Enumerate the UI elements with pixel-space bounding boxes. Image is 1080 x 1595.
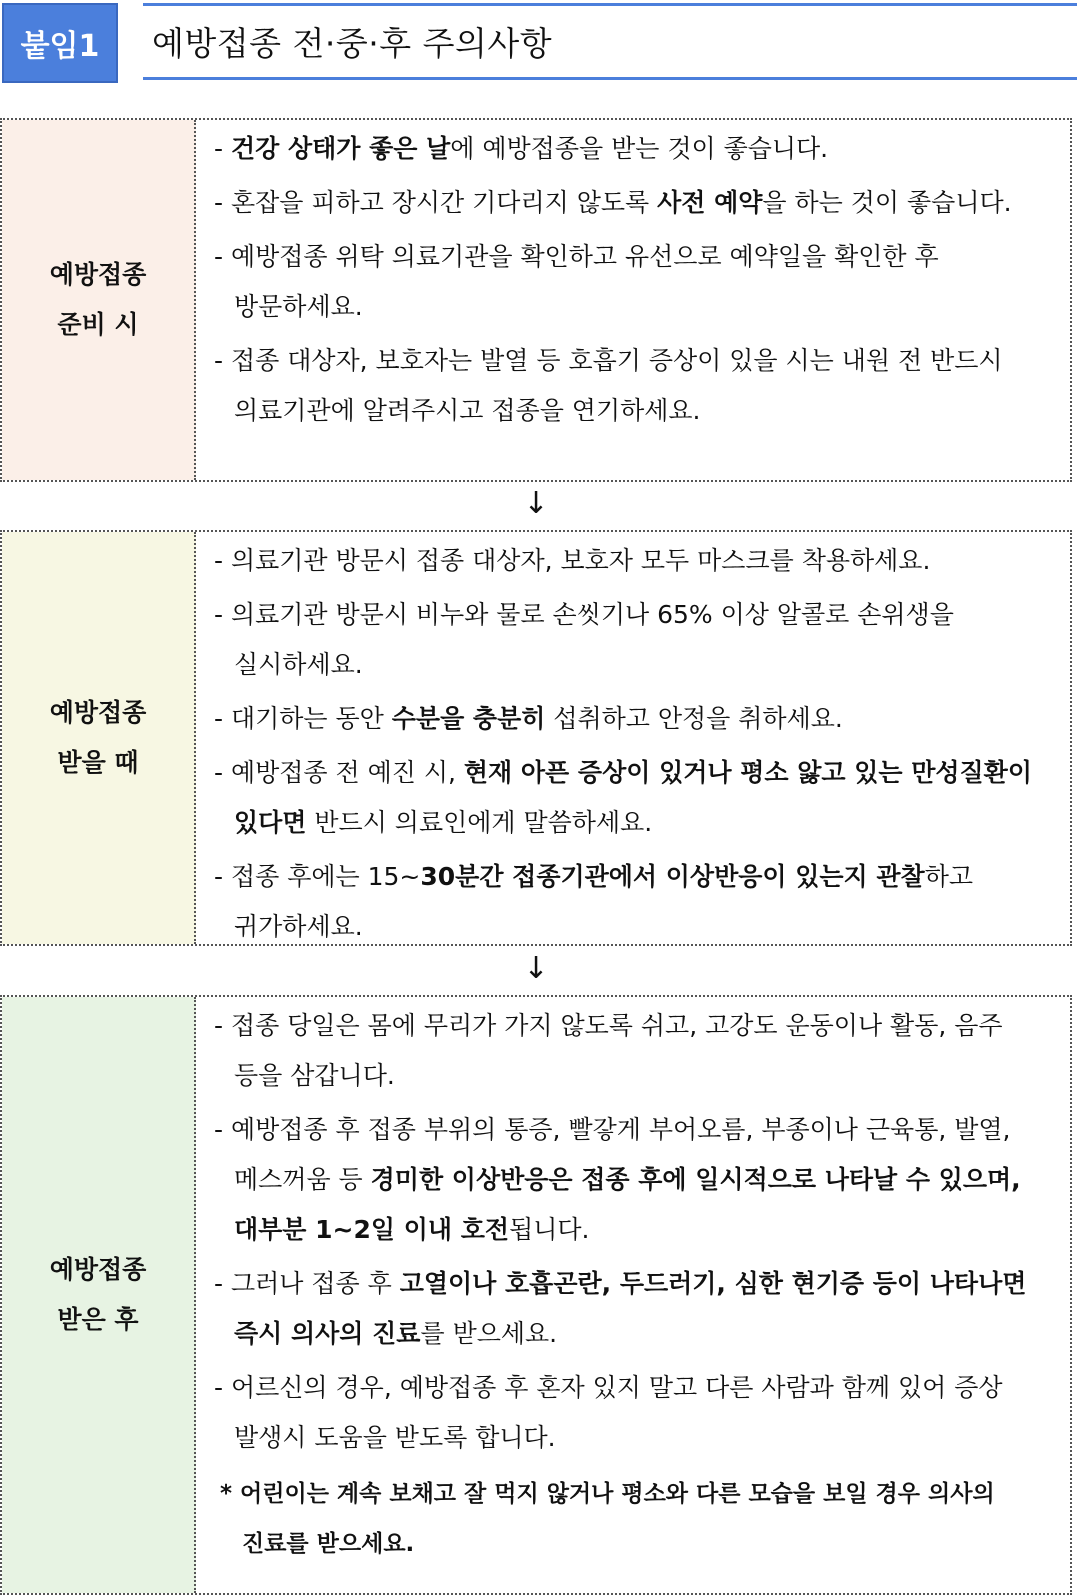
item-text: - 의료기관 방문시 접종 대상자, 보호자 모두 마스크를 착용하세요. xyxy=(214,546,931,575)
item-text: - xyxy=(214,134,231,163)
list-item xyxy=(212,1259,1054,1359)
emphasis-text: 사전 예약 xyxy=(657,188,763,217)
page-title: 예방접종 전·중·후 주의사항 xyxy=(152,24,553,63)
section-label xyxy=(2,997,196,1593)
list-item xyxy=(212,336,1054,436)
section-body xyxy=(196,120,1070,480)
emphasis-text: 수분을 충분히 xyxy=(391,704,546,733)
section-label-line1: 예방접종 xyxy=(49,260,147,289)
item-text: - 예방접종 후 접종 부위의 통증, 빨갛게 부어오름, 부종이나 근육통, 발열, 메스꺼움 등 xyxy=(214,1115,1011,1194)
item-text: - 접종 대상자, 보호자는 발열 등 호흡기 증상이 있을 시는 내원 전 반드시 의료기관에 알려주시고 접종을 연기하세요. xyxy=(214,346,1003,425)
footnote: * 어린이는 계속 보채고 잘 먹지 않거나 평소와 다른 모습을 보일 경우 의사의 진료를 받으세요. xyxy=(220,1481,995,1557)
emphasis-text: 현재 아픈 증상이 있거나 평소 앓고 있는 만성질환이 있다면 xyxy=(234,758,1032,837)
item-text: - 혼잡을 피하고 장시간 기다리지 않도록 xyxy=(214,188,658,217)
item-text: - 예방접종 전 예진 시, xyxy=(214,758,464,787)
list-item xyxy=(212,1001,1054,1101)
list-item xyxy=(212,852,1054,952)
item-text: 을 하는 것이 좋습니다. xyxy=(762,188,1012,217)
section-before xyxy=(0,118,1072,482)
item-text: - 대기하는 동안 xyxy=(214,704,392,733)
section-label xyxy=(2,120,196,480)
item-text: 반드시 의료인에게 말씀하세요. xyxy=(306,808,653,837)
attachment-badge: 붙임1 xyxy=(2,3,118,83)
item-text: - 그러나 접종 후 xyxy=(214,1269,400,1298)
section-label-line2: 받은 후 xyxy=(57,1305,139,1334)
section-label-line1: 예방접종 xyxy=(49,698,147,727)
list-item xyxy=(212,124,1054,174)
section-label-line2: 받을 때 xyxy=(57,748,139,777)
down-arrow-icon: ↓ xyxy=(523,486,549,521)
list-item xyxy=(212,536,1054,586)
item-text: - 어르신의 경우, 예방접종 후 혼자 있지 말고 다른 사람과 함께 있어 증상 발생시 도움을 받도록 합니다. xyxy=(214,1373,1003,1452)
down-arrow-icon: ↓ xyxy=(523,951,549,986)
page-header xyxy=(0,0,1080,90)
emphasis-text: 경미한 이상반응은 접종 후에 일시적으로 나타날 수 있으며, 대부분 1~2일 이내 호전 xyxy=(234,1165,1021,1244)
section-body xyxy=(196,532,1070,944)
emphasis-text: 고열이나 호흡곤란, 두드러기, 심한 현기증 등이 나타나면 즉시 의사의 진료 xyxy=(234,1269,1027,1348)
section-label-line1: 예방접종 xyxy=(49,1255,147,1284)
section-label xyxy=(2,532,196,944)
item-text: 에 예방접종을 받는 것이 좋습니다. xyxy=(450,134,829,163)
item-text: - 예방접종 위탁 의료기관을 확인하고 유선으로 예약일을 확인한 후 방문하세요. xyxy=(214,242,939,321)
list-item xyxy=(212,178,1054,228)
title-bottom-rule xyxy=(143,77,1077,80)
list-item xyxy=(212,1363,1054,1463)
item-text: - 접종 후에는 15~ xyxy=(214,862,421,891)
list-item xyxy=(212,694,1054,744)
title-top-rule xyxy=(143,3,1077,6)
section-label-line2: 준비 시 xyxy=(57,310,139,339)
item-text: - 접종 당일은 몸에 무리가 가지 않도록 쉬고, 고강도 운동이나 활동, 음주 등을 삼갑니다. xyxy=(214,1011,1003,1090)
section-after xyxy=(0,995,1072,1595)
list-item xyxy=(212,748,1054,848)
list-item xyxy=(212,1105,1054,1255)
list-item xyxy=(212,590,1054,690)
item-text: 됩니다. xyxy=(509,1215,590,1244)
emphasis-text: 30분간 접종기관에서 이상반응이 있는지 관찰 xyxy=(420,862,925,891)
section-body xyxy=(196,997,1070,1593)
list-item xyxy=(212,232,1054,332)
item-text: 를 받으세요. xyxy=(420,1319,558,1348)
emphasis-text: 건강 상태가 좋은 날 xyxy=(230,134,451,163)
section-during xyxy=(0,530,1072,946)
item-text: 섭취하고 안정을 취하세요. xyxy=(545,704,843,733)
item-text: 하고 귀가하세요. xyxy=(234,862,973,941)
item-text: - 의료기관 방문시 비누와 물로 손씻기나 65% 이상 알콜로 손위생을 실시하세요. xyxy=(214,600,954,679)
